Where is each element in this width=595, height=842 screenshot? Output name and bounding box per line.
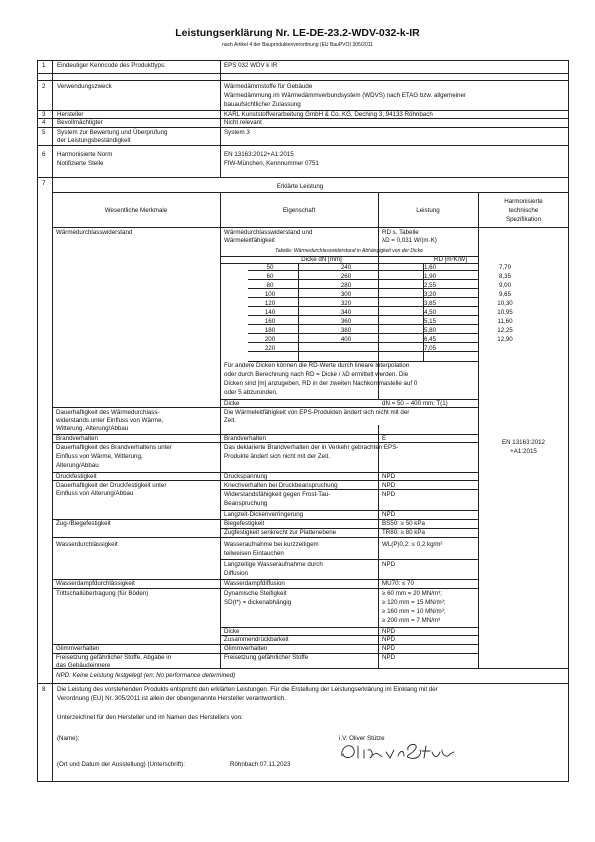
thermal-cell-r3-c3: 9,65 [498,290,512,298]
thermal-feature: Wärmedurchlasswiderstand [56,229,133,236]
thermal-cell-r2-c0: 80 [266,281,274,289]
thermal-note-4: oder 5 abzurunden. [224,389,278,396]
dur-comp-feature-1: Dauerhaftigkeit der Druckfestigkeit unter [56,482,167,489]
compressive-performance: NPD [382,473,396,480]
section8-top-line [37,683,569,684]
thermal-cell-r3-c0: 100 [264,290,276,298]
row-line-vapour-end [52,588,478,589]
thermal-cell-r8-c0: 200 [264,335,276,343]
table-bottom-line [52,668,569,669]
water-short-property-2: teilweisen Eintauchen [224,550,284,557]
water-long-property-2: Diffusion [224,570,248,577]
dur-thermal-value-2: Zeit. [224,417,237,424]
tensile-feature: Zug-/Biegefestigkeit [56,520,111,527]
row-line-5 [37,127,569,128]
water-feature: Wasserdurchlässigkeit [56,541,118,548]
norm-reference-2: +A1:2015 [510,448,537,455]
thermal-perf-2: λD = 0,031 W/(m·K) [382,237,437,244]
thermal-cell-r7-c3: 12,25 [497,326,513,334]
row6-number: 6 [42,151,46,158]
header-spec-1: Harmonisierte [504,198,543,205]
thermal-cell-r4-c3: 10,30 [497,299,513,307]
spec-column-line [478,192,479,668]
dur-thermal-feature-2: widerstands unter Einfluss von Wärme, [56,417,164,424]
row6-value-2: FIW-München, Kennnummer 0751 [224,160,319,167]
thermal-cell-r2-c2: 2,55 [423,281,437,289]
thermal-cell-r9-c0: 220 [264,344,276,352]
compressibility-property: Zusammendrückbarkeit [224,636,289,643]
row1-label: Eindeutiger Kenncode des Produkttyps: [57,62,166,69]
thermal-cell-r8-c1: 400 [340,335,352,343]
dur-fire-feature-2: Einfluss von Wärme, Witterung, [56,453,143,460]
frost-property-2: Beanspruchung [224,500,268,507]
water-long-property-1: Langzeitige Wasseraufnahme durch [224,561,323,568]
npd-note: NPD: Keine Leistung festgelegt (en: No performance determined) [56,672,236,679]
dangerous-property: Freisetzung gefährlicher Stoffe [224,654,309,661]
row-line-water1-end [220,559,478,560]
row5-value: System 3 [224,129,250,136]
thermal-cell-r5-c0: 140 [264,308,276,316]
frost-property-1: Widerstandsfähigkeit gegen Frost-Tau- [224,491,331,498]
thermal-cell-r2-c1: 280 [340,281,352,289]
dur-fire-value-1: Das deklarierte Brandverhalten der in Verkehr gebrachten EPS- [224,444,399,451]
section8-number: 8 [42,686,46,693]
row3-value: KARL Kunststoffverarbeitung GmbH & Co. KG, Deching 3, 94133 Röhnbach [224,111,433,118]
thermal-cell-r1-c3: 8,35 [498,272,512,280]
tensile-property: Zugfestigkeit senkrecht zur Plattenebene [224,529,337,536]
thermal-cell-r6-c1: 360 [340,317,352,325]
dur-fire-feature-3: Alterung/Abbau [56,462,99,469]
impact-thickness-performance: NPD [382,628,396,635]
name-label: (Name): [57,735,80,742]
fire-property: Brandverhalten [224,435,266,442]
thickness-value: dN = 50 – 400 mm; T(1) [382,400,448,407]
compressibility-performance: NPD [382,636,396,643]
dangerous-feature-1: Freisetzung gefährlicher Stoffe, Abgabe in [56,654,172,661]
dangerous-performance: NPD [382,654,396,661]
row6-value-1: EN 13163:2012+A1:2015 [224,151,294,158]
bending-performance: BS50: ≥ 50 kPa [382,520,425,527]
dangerous-feature-2: das Gebäudeinnere [56,662,111,669]
thermal-cell-r6-c0: 160 [264,317,276,325]
dynamic-stiffness-value-2: ≥ 120 mm = 15 MN/m³; [382,599,446,606]
thermal-property-1: Wärmedurchlasswiderstand und [224,229,313,236]
number-column-line [52,60,53,782]
header-performance: Leistung [416,207,440,214]
row-line-dyn-end [220,627,478,628]
dynamic-stiffness-property-1: Dynamische Steifigkeit [224,590,287,597]
creep-performance: NPD [382,482,396,489]
thickness-divider-line [298,263,299,361]
dur-comp-feature-2: Einfluss von Alterung/Abbau [56,490,134,497]
thermal-cell-r0-c3: 7,70 [498,263,512,271]
row-line-6 [37,145,569,146]
thermal-cell-r3-c1: 300 [340,290,352,298]
thermal-cell-r0-c1: 240 [340,263,352,271]
row1-number: 1 [42,62,46,69]
section8-text-1: Die Leistung des vorstehenden Produkts entspricht den erklärten Leistungen. Für die Erstellung der Leistungserklärung im Einklang mit der [57,686,438,693]
thermal-cell-r9-c2: 7,05 [423,344,437,352]
row5-number: 5 [42,129,46,136]
page-subtitle: nach Artikel 4 der Bauproduktenverordnung (EU BauPVO) 305/2011 [222,42,373,48]
row2-value-1: Wärmedämmstoffe für Gebäude [224,83,313,90]
row2-number: 2 [42,83,46,90]
row3-number: 3 [42,111,46,118]
signature-scribble [338,738,458,764]
thermal-cell-r0-c2: 1,60 [423,263,437,271]
tensile-performance: TR80: ≥ 80 kPa [382,529,425,536]
row-line-tensile-end [52,537,478,538]
thermal-note-2: oder durch Berechnung nach RD = Dicke / λD ermittelt werden. Die [224,371,409,378]
impact-thickness-property: Dicke [224,628,240,635]
thermal-cell-r7-c2: 5,80 [423,326,437,334]
thermal-property-2: Wärmeleitfähigkeit [224,237,275,244]
dur-thermal-feature-3: Witterung, Alterung/Abbau [56,425,129,432]
bending-property: Biegefestigkeit [224,520,265,527]
page-title: Leistungserklärung Nr. LE-DE-23.2-WDV-032-k-IR [175,27,420,39]
dynamic-stiffness-value-3: ≥ 160 mm = 10 MN/m³; [382,608,446,615]
handwritten-signature [338,738,458,767]
dynamic-stiffness-value-4: ≥ 200 mm = 7 MN/m³ [382,617,441,624]
section8-text-2: Verordnung (EU) Nr. 305/2011 ist allein der obengenannte Hersteller verantwortlich. [57,695,286,702]
water-short-property-1: Wasseraufnahme bei kurzzeitigem [224,541,319,548]
row7-number: 7 [42,180,46,187]
row2-value-2: Wärmedämmung im Wärmedämmverbundsystem (WDVS) nach ETAG bzw. allgemeiner [224,92,466,99]
vapour-property: Wasserdampfdiffusion [224,580,285,587]
property-column-line-bottom [378,425,379,668]
place-date-value: Röhnbach 07.11.2023 [230,761,291,768]
thermal-cell-r4-c0: 120 [264,299,276,307]
row4-label: Bevollmächtigter [57,119,103,126]
vapour-feature: Wasserdampfdurchlässigkeit [56,580,135,587]
dur-thermal-feature-1: Dauerhaftigkeit des Wärmedurchlass- [56,409,160,416]
thermal-cell-r1-c1: 260 [340,272,352,280]
glowing-property: Glimmverhalten [224,645,268,652]
row5-label-1: System zur Bewertung und Überprüfung [57,129,168,136]
thermal-table-caption: Tabelle: Wärmedurchlasswiderstand in Abhängigkeit von der Dicke [275,248,423,254]
thermal-cell-r6-c2: 5,15 [423,317,437,325]
row4-value: Nicht relevant [224,119,262,126]
dur-fire-feature-1: Dauerhaftigkeit des Brandverhaltens unter [56,444,172,451]
dur-thermal-value-1: Die Wärmeleitfähigkeit von EPS-Produkten ändert sich nicht mit der [224,409,410,416]
dynamic-stiffness-property-2: SD(t*) = dickenabhängig [224,599,292,606]
thermal-rd-head: RD [m²K/W] [434,256,467,263]
thickness-reduction-property: Langzeit-Dickenverringerung [224,511,304,518]
thermal-cell-r8-c3: 12,90 [497,335,513,343]
row3-label: Hersteller [57,111,84,118]
header-spec-2: technische [508,207,539,214]
glowing-feature: Glimmverhalten [56,645,100,652]
row-line-1 [37,73,569,74]
fire-feature: Brandverhalten [56,435,98,442]
signed-for-text: Unterzeichnet für den Hersteller und im Namen des Herstellers von: [57,714,243,721]
header-property: Eigenschaft [282,207,316,214]
thermal-cell-r5-c1: 340 [340,308,352,316]
water-long-performance: NPD [382,561,396,568]
thermal-cell-r7-c1: 380 [340,326,352,334]
thermal-perf-1: RD s. Tabelle [382,229,419,236]
creep-property: Kriechverhalten bei Druckbeanspruchung [224,482,338,489]
thermal-cell-r6-c3: 11,60 [497,317,513,325]
thickness-label: Dicke [224,400,240,407]
fire-performance: E [382,435,387,442]
table-header-line [52,227,569,228]
thermal-cell-r2-c3: 9,00 [498,281,512,289]
vapour-performance: MU70: ≤ 70 [382,580,414,587]
thermal-cell-r4-c1: 320 [340,299,352,307]
thermal-cell-r0-c0: 50 [266,263,274,271]
water-short-performance: WL(P)0,2: ≤ 0,2 kg/m² [382,541,443,548]
thermal-note-1: Für andere Dicken können die RD-Werte durch lineare Interpolation [224,362,410,369]
frost-performance: NPD [382,491,396,498]
row5-label-2: der Leistungsbeständigkeit [57,137,131,144]
row2-label: Verwendungszweck [57,83,112,90]
row4-number: 4 [42,119,46,126]
name-value: i.V. Oliver Stütze [339,735,385,742]
row1-value: EPS 032 WDV k IR [224,62,278,69]
thermal-cell-r4-c2: 3,85 [423,299,437,307]
thermal-cell-r5-c2: 4,50 [423,308,437,316]
dynamic-stiffness-value-1: ≥ 60 mm = 20 MN/m³; [382,590,442,597]
norm-reference-1: EN 13163:2012 [501,439,545,446]
header-spec-3: Spezifikation [505,216,542,223]
table-top-line [52,192,569,193]
thermal-cell-r1-c0: 60 [266,272,274,280]
thermal-cell-r1-c2: 1,90 [423,272,437,280]
thermal-cell-r7-c0: 180 [264,326,276,334]
header-feature: Wesentliche Merkmale [104,207,168,214]
compressive-feature: Druckfestigkeit [56,473,97,480]
dur-fire-value-2: Produkte ändert sich nicht mit der Zeit. [224,453,330,460]
table-caption: Erklärte Leistung [276,183,324,190]
thermal-cell-r8-c2: 6,45 [423,335,437,343]
row6-label-1: Harmonisierte Norm [57,151,113,158]
row2-value-3: bauaufsichtlicher Zulassung [224,101,301,108]
compressive-property: Druckspannung [224,473,268,480]
thermal-cell-r3-c2: 3,20 [423,290,437,298]
thermal-note-3: Dicken sind [m] anzugeben, RD in der zweiten Nachkommastelle auf 0 [224,380,418,387]
impact-feature: Trittschallübertragung (für Böden) [56,590,149,597]
place-date-label: (Ort und Datum der Ausstellung) (Unterschrift): [57,761,185,768]
glowing-performance: NPD [382,645,396,652]
row-line-7 [37,177,569,178]
thermal-cell-r5-c3: 10,95 [497,308,513,316]
thickness-reduction-performance: NPD [382,511,396,518]
row-line-2 [37,80,569,81]
thermal-thickness-head: Dicke dN [mm] [301,256,342,263]
row6-label-2: Notifizierte Stelle [57,160,104,167]
